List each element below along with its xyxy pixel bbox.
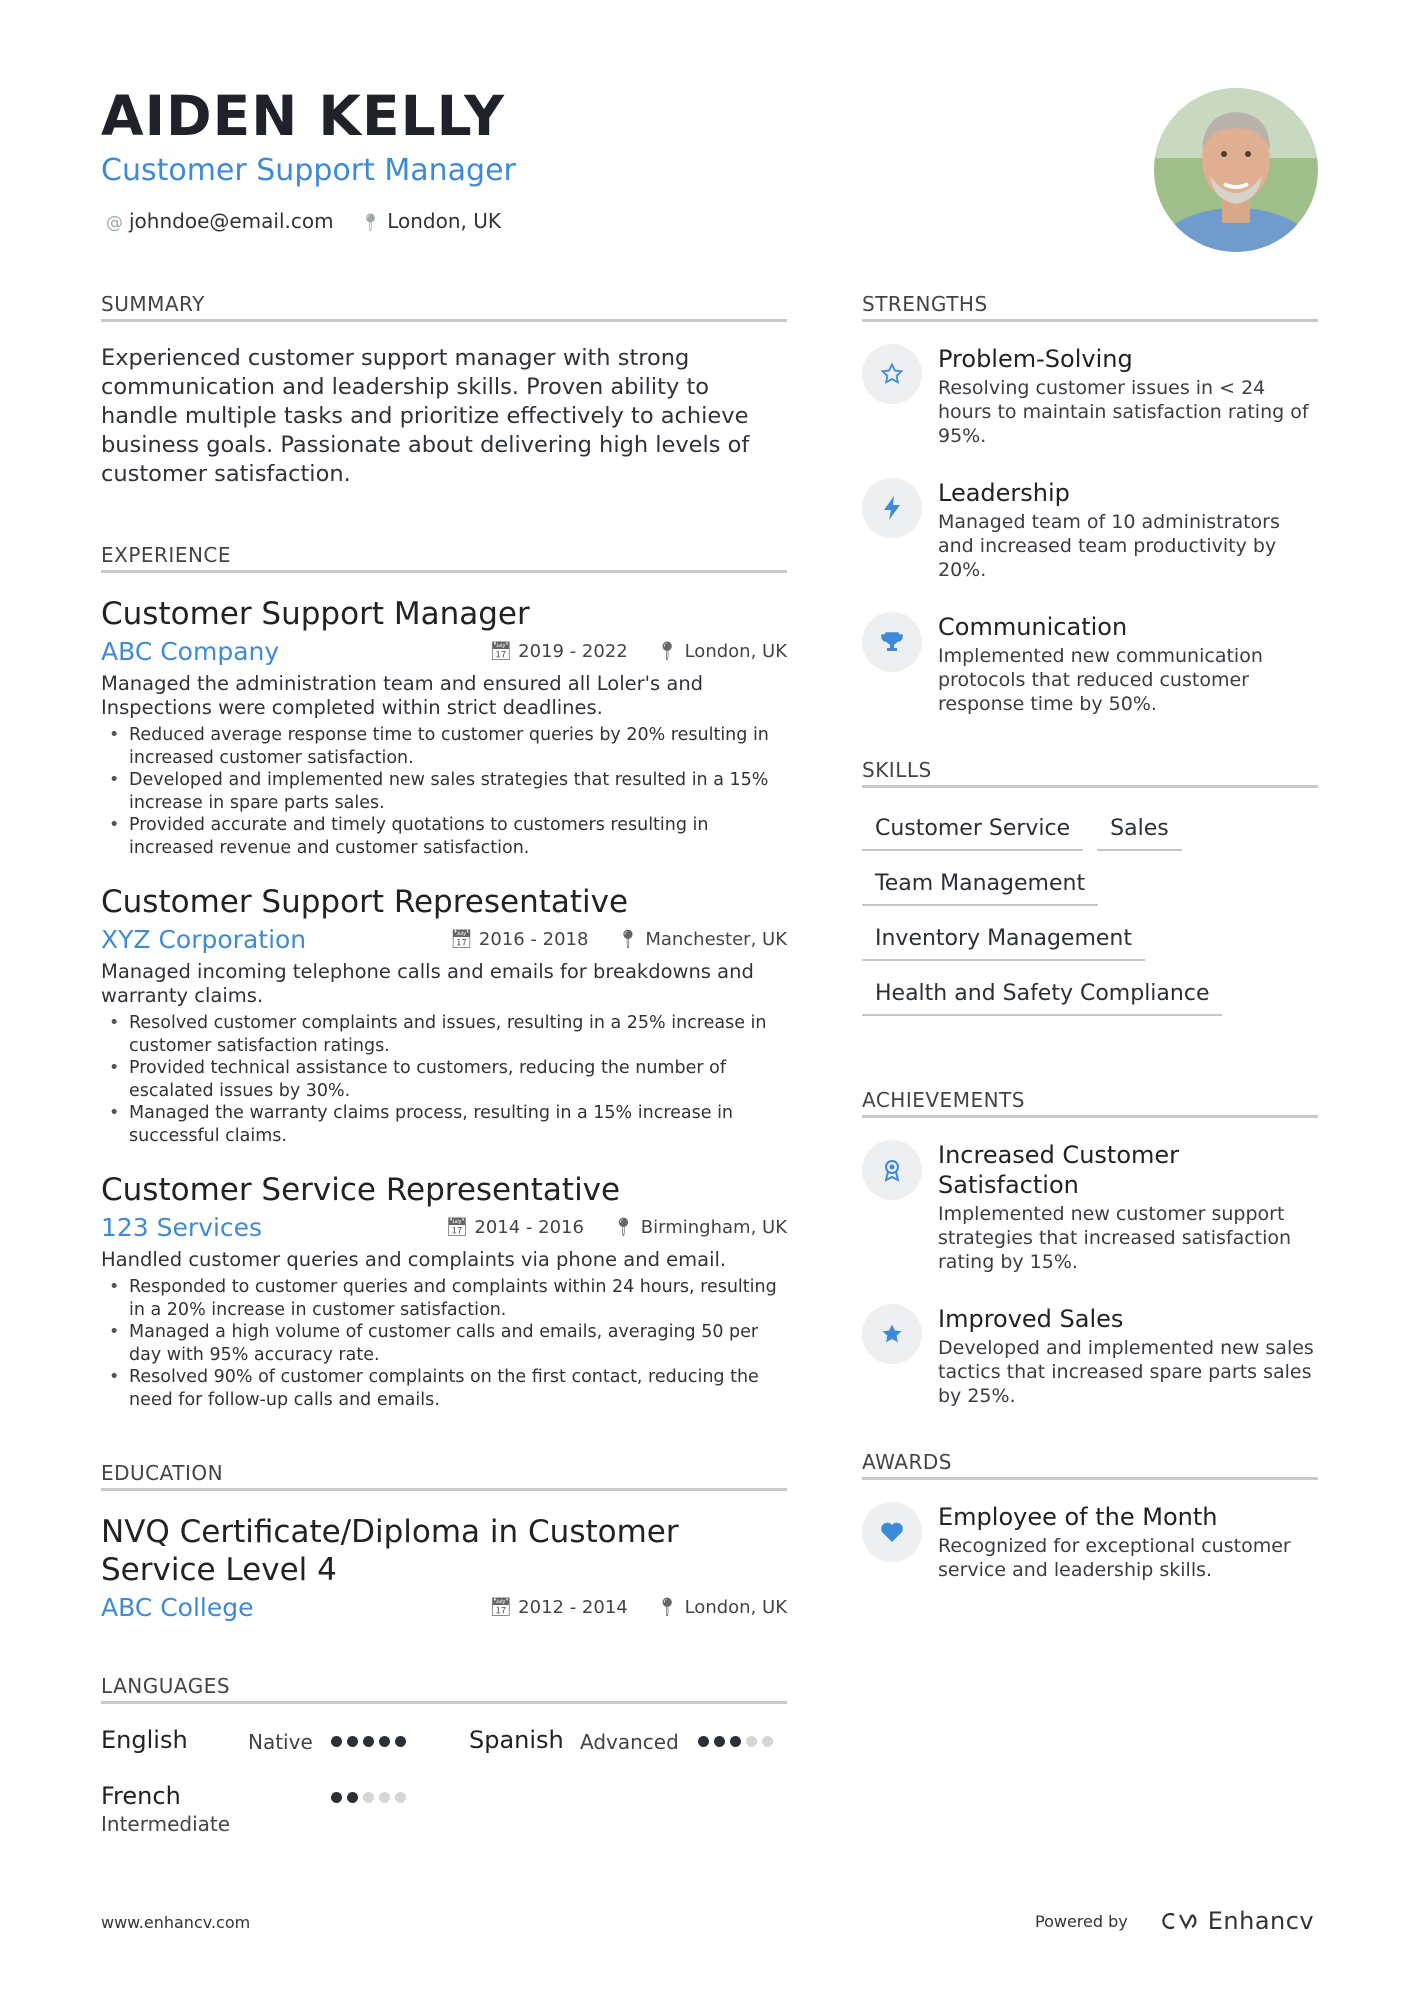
school-name: ABC College (101, 1593, 254, 1622)
job-description: Managed incoming telephone calls and emails for breakdowns and warranty claims. (101, 960, 754, 1007)
company-name: XYZ Corporation (101, 925, 307, 954)
footer-branding (1035, 1907, 1314, 1935)
achievement-item (862, 1304, 1318, 1408)
calendar-icon: 📅︎ (489, 1597, 513, 1618)
job-dates: 2014 - 2016 (474, 1217, 584, 1238)
rating-dot-filled (347, 1792, 358, 1803)
experience-heading: EXPERIENCE (101, 543, 787, 573)
trophy-icon (880, 630, 904, 654)
rating-dot-filled (379, 1736, 390, 1747)
achievements-heading: ACHIEVEMENTS (862, 1088, 1318, 1118)
email-contact[interactable] (106, 209, 334, 233)
job-bullet: • Developed and implemented new sales strategies that resulted in a 15% increase in spare parts sales. (129, 769, 787, 814)
rating-dot-empty (746, 1736, 757, 1747)
award-item (862, 1502, 1318, 1582)
medal-icon (880, 1158, 904, 1182)
achievement-description: Implemented new customer support strategies that increased satisfaction rating by 15%. (938, 1203, 1292, 1273)
rating-dot-empty (395, 1792, 406, 1803)
rating-dot-filled (347, 1736, 358, 1747)
education-location: London, UK (684, 1597, 787, 1618)
job-location: London, UK (684, 641, 787, 662)
email-text: johndoe@email.com (129, 209, 334, 233)
strength-item (862, 344, 1318, 448)
skills-heading: SKILLS (862, 758, 1318, 788)
language-rating (331, 1736, 406, 1747)
location-pin-icon: 📍︎ (655, 1597, 679, 1618)
company-name: ABC Company (101, 637, 280, 666)
job-bullet: • Provided accurate and timely quotations to customers resulting in increased revenue and customer satisfaction. (129, 814, 787, 859)
candidate-name: AIDEN KELLY (101, 84, 505, 148)
strength-item (862, 612, 1318, 716)
footer-website[interactable]: www.enhancv.com (101, 1913, 251, 1932)
language-level: Intermediate (101, 1812, 231, 1836)
company-name: 123 Services (101, 1213, 263, 1242)
star-outline-icon (880, 362, 904, 386)
strength-title: Problem-Solving (938, 345, 1133, 373)
job-title: Customer Service Representative (101, 1172, 621, 1208)
experience-entry (101, 595, 787, 859)
language-name: English (101, 1726, 188, 1754)
rating-dot-empty (379, 1792, 390, 1803)
skill-tag: Inventory Management (862, 920, 1145, 961)
awards-heading: AWARDS (862, 1450, 1318, 1480)
strengths-heading: STRENGTHS (862, 292, 1318, 322)
language-level: Advanced (580, 1730, 679, 1754)
location-pin-icon: 📍︎ (359, 213, 382, 233)
strength-description: Implemented new communication protocols that reduced customer response time by 50%. (938, 645, 1263, 715)
location-pin-icon: 📍︎ (611, 1217, 635, 1238)
location-pin-icon: 📍︎ (655, 641, 679, 662)
experience-entry (101, 883, 787, 1147)
rating-dot-filled (730, 1736, 741, 1747)
language-name: French (101, 1782, 181, 1810)
rating-dot-filled (698, 1736, 709, 1747)
achievement-item (862, 1140, 1318, 1274)
education-heading: EDUCATION (101, 1461, 787, 1491)
location-text: London, UK (387, 209, 501, 233)
rating-dot-filled (331, 1736, 342, 1747)
job-location: Birmingham, UK (640, 1217, 787, 1238)
at-icon: @ (106, 213, 123, 233)
location-pin-icon: 📍︎ (616, 929, 640, 950)
language-name: Spanish (469, 1726, 564, 1754)
skill-tag: Sales (1097, 810, 1182, 851)
skill-tag: Health and Safety Compliance (862, 975, 1222, 1016)
award-title: Employee of the Month (938, 1503, 1218, 1531)
job-bullet: • Resolved customer complaints and issues, resulting in a 25% increase in customer satisfaction ratings. (129, 1012, 787, 1057)
job-bullet: • Resolved 90% of customer complaints on the first contact, reducing the need for follow-up calls and emails. (129, 1366, 787, 1411)
left-column (101, 292, 787, 1856)
profile-photo (1154, 88, 1318, 252)
strength-description: Managed team of 10 administrators and increased team productivity by 20%. (938, 511, 1280, 581)
strength-title: Leadership (938, 479, 1070, 507)
rating-dot-filled (714, 1736, 725, 1747)
location-contact (360, 209, 501, 233)
enhancv-logo-icon (1154, 1909, 1200, 1933)
job-bullet: • Managed the warranty claims process, resulting in a 15% increase in successful claims. (129, 1102, 787, 1147)
job-dates: 2016 - 2018 (478, 929, 589, 950)
job-description: Managed the administration team and ensured all Loler's and Inspections were completed within strict deadlines. (101, 672, 704, 719)
job-bullet: • Responded to customer queries and complaints within 24 hours, resulting in a 20% increase in customer satisfaction. (129, 1276, 787, 1321)
language-level: Native (248, 1730, 313, 1754)
strength-item (862, 478, 1318, 582)
summary-text: Experienced customer support manager with strong communication and leadership skills. Proven ability to handle multiple tasks and prioritize effectively to achieve business goals. Passionate about delivering high levels of customer satisfaction. (101, 345, 750, 487)
lightning-icon (881, 495, 903, 521)
education-dates: 2012 - 2014 (518, 1597, 628, 1618)
job-title: Customer Support Representative (101, 884, 629, 920)
skills-list (862, 810, 1318, 1016)
heart-icon (880, 1521, 904, 1543)
language-rating (331, 1792, 406, 1803)
right-column (862, 292, 1318, 1612)
rating-dot-filled (363, 1736, 374, 1747)
job-dates: 2019 - 2022 (518, 641, 628, 662)
languages-heading: LANGUAGES (101, 1674, 787, 1704)
achievement-title: Improved Sales (938, 1305, 1124, 1333)
education-entry (101, 1513, 787, 1622)
candidate-role: Customer Support Manager (101, 153, 516, 188)
job-bullet: • Reduced average response time to customer queries by 20% resulting in increased customer satisfaction. (129, 724, 787, 769)
job-title: Customer Support Manager (101, 596, 530, 632)
experience-entry (101, 1171, 787, 1411)
language-rating (698, 1736, 773, 1747)
rating-dot-empty (363, 1792, 374, 1803)
achievement-description: Developed and implemented new sales tactics that increased spare parts sales by 25%. (938, 1337, 1314, 1407)
calendar-icon: 📅︎ (445, 1217, 469, 1238)
strength-title: Communication (938, 613, 1128, 641)
award-description: Recognized for exceptional customer service and leadership skills. (938, 1535, 1291, 1581)
contact-row (106, 209, 501, 233)
strength-description: Resolving customer issues in < 24 hours to maintain satisfaction rating of 95%. (938, 377, 1309, 447)
job-location: Manchester, UK (645, 929, 787, 950)
powered-by-text: Powered by (1035, 1911, 1128, 1931)
languages-list (101, 1726, 787, 1856)
skill-tag: Customer Service (862, 810, 1083, 851)
rating-dot-filled (395, 1736, 406, 1747)
brand-name: Enhancv (1207, 1907, 1315, 1935)
job-bullet: • Managed a high volume of customer calls and emails, averaging 50 per day with 95% accuracy rate. (129, 1321, 787, 1366)
degree-title: NVQ Certificate/Diploma in Customer Service Level 4 (101, 1514, 679, 1588)
job-bullet: • Provided technical assistance to customers, reducing the number of escalated issues by 30%. (129, 1057, 787, 1102)
summary-heading: SUMMARY (101, 292, 787, 322)
rating-dot-filled (331, 1792, 342, 1803)
achievement-title: Increased Customer Satisfaction (938, 1141, 1180, 1199)
star-filled-icon (880, 1322, 904, 1346)
skill-tag: Team Management (862, 865, 1098, 906)
calendar-icon: 📅︎ (489, 641, 513, 662)
rating-dot-empty (762, 1736, 773, 1747)
job-description: Handled customer queries and complaints via phone and email. (101, 1248, 727, 1271)
calendar-icon: 📅︎ (450, 929, 473, 950)
